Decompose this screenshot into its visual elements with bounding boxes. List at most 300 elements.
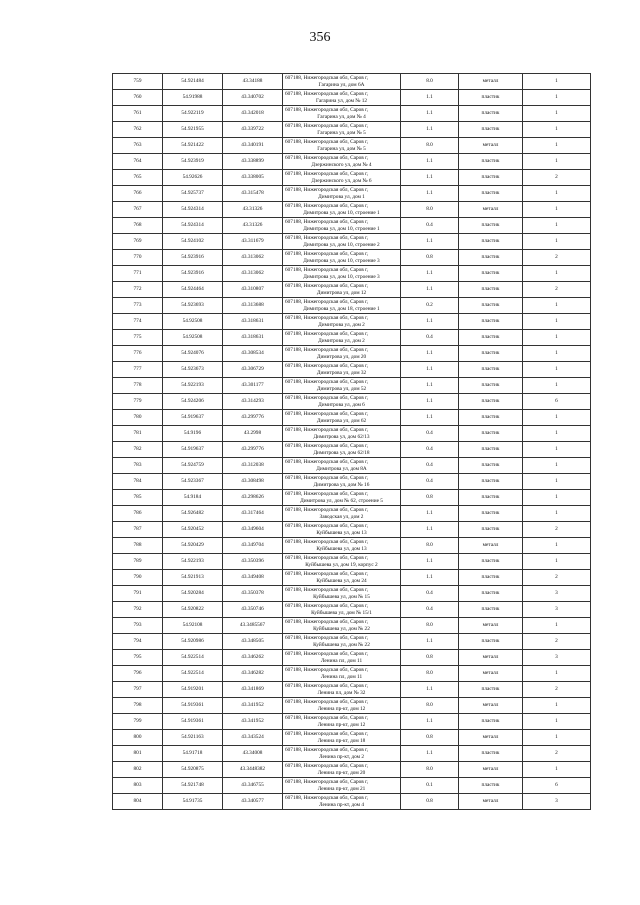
- row-number-cell: 769: [113, 234, 163, 250]
- table-row: [113, 250, 591, 266]
- volume-cell: 1.1: [401, 394, 459, 410]
- longitude-cell: 43.318631: [223, 314, 283, 330]
- address-line-2: Димитрова ул, дом 12: [316, 289, 367, 296]
- table-row: [113, 794, 591, 810]
- address-cell: [283, 234, 401, 250]
- volume-cell: 1.1: [401, 282, 459, 298]
- count-cell: 2: [523, 522, 591, 538]
- table-row: [113, 618, 591, 634]
- latitude-cell: 54.924759: [163, 458, 223, 474]
- address-cell: [283, 698, 401, 714]
- volume-cell: 1.1: [401, 186, 459, 202]
- longitude-cell: 43.313062: [223, 250, 283, 266]
- longitude-cell: 43.318631: [223, 330, 283, 346]
- longitude-cell: 43.350746: [223, 602, 283, 618]
- address-cell: [283, 138, 401, 154]
- longitude-cell: 43.346282: [223, 666, 283, 682]
- row-number-cell: 786: [113, 506, 163, 522]
- address-line-1: 607188, Нижегородская обл, Саров г,: [285, 330, 369, 337]
- address-line-2: Куйбышева ул, дом 13: [316, 545, 367, 552]
- longitude-cell: 43.340577: [223, 794, 283, 810]
- count-cell: 6: [523, 778, 591, 794]
- table-row: [113, 346, 591, 362]
- volume-cell: 1.1: [401, 570, 459, 586]
- material-cell: металл: [459, 730, 523, 746]
- table-row: [113, 634, 591, 650]
- latitude-cell: 54.920822: [163, 602, 223, 618]
- row-number-cell: 759: [113, 74, 163, 90]
- address-cell: [283, 314, 401, 330]
- material-cell: пластик: [459, 778, 523, 794]
- row-number-cell: 802: [113, 762, 163, 778]
- address-cell: [283, 458, 401, 474]
- count-cell: 1: [523, 202, 591, 218]
- row-number-cell: 760: [113, 90, 163, 106]
- address-cell: [283, 106, 401, 122]
- material-cell: пластик: [459, 266, 523, 282]
- address-cell: [283, 666, 401, 682]
- longitude-cell: 43.342018: [223, 106, 283, 122]
- count-cell: 1: [523, 266, 591, 282]
- count-cell: 1: [523, 458, 591, 474]
- row-number-cell: 798: [113, 698, 163, 714]
- volume-cell: 1.1: [401, 90, 459, 106]
- material-cell: пластик: [459, 426, 523, 442]
- address-cell: [283, 506, 401, 522]
- table-row: [113, 586, 591, 602]
- row-number-cell: 783: [113, 458, 163, 474]
- latitude-cell: 54.921913: [163, 570, 223, 586]
- address-line-2: Гагарина ул, дом 6А: [318, 81, 365, 88]
- address-line-2: Дзержинского ул, дом № 6: [311, 177, 372, 184]
- address-line-2: Куйбышева ул, дом № 15: [313, 593, 370, 600]
- count-cell: 1: [523, 666, 591, 682]
- address-cell: [283, 74, 401, 90]
- latitude-cell: 54.922514: [163, 650, 223, 666]
- row-number-cell: 795: [113, 650, 163, 666]
- longitude-cell: 43.349408: [223, 570, 283, 586]
- row-number-cell: 770: [113, 250, 163, 266]
- table-row: [113, 314, 591, 330]
- latitude-cell: 54.923367: [163, 474, 223, 490]
- latitude-cell: 54.922514: [163, 666, 223, 682]
- count-cell: 2: [523, 746, 591, 762]
- latitude-cell: 54.91735: [163, 794, 223, 810]
- address-line-2: Гагарина ул, дом № 5: [317, 129, 366, 136]
- volume-cell: 0.4: [401, 218, 459, 234]
- material-cell: пластик: [459, 714, 523, 730]
- table-row: [113, 90, 591, 106]
- latitude-cell: 54.91718: [163, 746, 223, 762]
- volume-cell: 1.1: [401, 362, 459, 378]
- address-line-2: Ленина пр-кт, дом 12: [317, 721, 366, 728]
- volume-cell: 1.1: [401, 554, 459, 570]
- address-line-2: Ленина пл, дом 11: [320, 673, 363, 680]
- table-row: [113, 602, 591, 618]
- material-cell: металл: [459, 762, 523, 778]
- table-row: [113, 154, 591, 170]
- address-cell: [283, 154, 401, 170]
- address-line-1: 607188, Нижегородская обл, Саров г,: [285, 778, 369, 785]
- latitude-cell: 54.923916: [163, 250, 223, 266]
- address-line-2: Димитрова ул, дом № 62, строение 5: [300, 497, 383, 504]
- address-line-1: 607188, Нижегородская обл, Саров г,: [285, 346, 369, 353]
- address-line-1: 607188, Нижегородская обл, Саров г,: [285, 682, 369, 689]
- material-cell: пластик: [459, 490, 523, 506]
- material-cell: пластик: [459, 682, 523, 698]
- table-row: [113, 122, 591, 138]
- latitude-cell: 54.9184: [163, 490, 223, 506]
- count-cell: 1: [523, 426, 591, 442]
- address-cell: [283, 298, 401, 314]
- address-line-1: 607188, Нижегородская обл, Саров г,: [285, 698, 369, 705]
- longitude-cell: 43.315478: [223, 186, 283, 202]
- address-line-1: 607188, Нижегородская обл, Саров г,: [285, 394, 369, 401]
- address-cell: [283, 602, 401, 618]
- latitude-cell: 54.926482: [163, 506, 223, 522]
- latitude-cell: 54.919637: [163, 410, 223, 426]
- address-line-2: Димитрова ул, дом 62/18: [313, 449, 370, 456]
- volume-cell: 0.4: [401, 586, 459, 602]
- table-row: [113, 410, 591, 426]
- table-row: [113, 522, 591, 538]
- material-cell: металл: [459, 538, 523, 554]
- volume-cell: 1.1: [401, 746, 459, 762]
- count-cell: 1: [523, 154, 591, 170]
- material-cell: металл: [459, 138, 523, 154]
- volume-cell: 1.1: [401, 634, 459, 650]
- table-row: [113, 394, 591, 410]
- row-number-cell: 797: [113, 682, 163, 698]
- address-line-2: Заводская ул, дом 2: [319, 513, 364, 520]
- longitude-cell: 43.341952: [223, 714, 283, 730]
- row-number-cell: 771: [113, 266, 163, 282]
- address-line-2: Димитрова ул, дом 2: [318, 337, 365, 344]
- material-cell: пластик: [459, 298, 523, 314]
- address-line-2: Ленина пл, дом № 32: [317, 689, 366, 696]
- count-cell: 1: [523, 378, 591, 394]
- address-line-1: 607188, Нижегородская обл, Саров г,: [285, 746, 369, 753]
- address-cell: [283, 522, 401, 538]
- row-number-cell: 775: [113, 330, 163, 346]
- volume-cell: 8.0: [401, 138, 459, 154]
- table-row: [113, 762, 591, 778]
- table-row: [113, 650, 591, 666]
- address-line-1: 607188, Нижегородская обл, Саров г,: [285, 378, 369, 385]
- table-row: [113, 730, 591, 746]
- table-row: [113, 202, 591, 218]
- table-row: [113, 442, 591, 458]
- address-line-2: Ленина пл, дом 11: [320, 657, 363, 664]
- volume-cell: 1.1: [401, 234, 459, 250]
- address-cell: [283, 346, 401, 362]
- volume-cell: 0.4: [401, 602, 459, 618]
- address-line-2: Куйбышева ул, дом № 22: [313, 625, 370, 632]
- row-number-cell: 763: [113, 138, 163, 154]
- volume-cell: 0.8: [401, 730, 459, 746]
- latitude-cell: 54.919637: [163, 442, 223, 458]
- address-line-1: 607188, Нижегородская обл, Саров г,: [285, 218, 369, 225]
- count-cell: 3: [523, 586, 591, 602]
- table-row: [113, 330, 591, 346]
- material-cell: пластик: [459, 442, 523, 458]
- container-sites-table: [112, 73, 591, 810]
- row-number-cell: 768: [113, 218, 163, 234]
- address-cell: [283, 570, 401, 586]
- row-number-cell: 789: [113, 554, 163, 570]
- longitude-cell: 43.301177: [223, 378, 283, 394]
- material-cell: пластик: [459, 314, 523, 330]
- count-cell: 1: [523, 538, 591, 554]
- count-cell: 1: [523, 298, 591, 314]
- address-line-2: Димитрова ул, дом 6: [318, 401, 365, 408]
- address-line-1: 607188, Нижегородская обл, Саров г,: [285, 410, 369, 417]
- volume-cell: 8.0: [401, 666, 459, 682]
- row-number-cell: 778: [113, 378, 163, 394]
- material-cell: пластик: [459, 154, 523, 170]
- row-number-cell: 788: [113, 538, 163, 554]
- longitude-cell: 43.349704: [223, 538, 283, 554]
- volume-cell: 1.1: [401, 378, 459, 394]
- address-line-1: 607188, Нижегородская обл, Саров г,: [285, 74, 369, 81]
- latitude-cell: 54.922119: [163, 106, 223, 122]
- longitude-cell: 43.298626: [223, 490, 283, 506]
- table-row: [113, 746, 591, 762]
- address-cell: [283, 650, 401, 666]
- address-line-1: 607188, Нижегородская обл, Саров г,: [285, 570, 369, 577]
- address-cell: [283, 282, 401, 298]
- address-cell: [283, 170, 401, 186]
- longitude-cell: 43.340702: [223, 90, 283, 106]
- row-number-cell: 777: [113, 362, 163, 378]
- latitude-cell: 54.919201: [163, 682, 223, 698]
- address-cell: [283, 474, 401, 490]
- address-cell: [283, 202, 401, 218]
- count-cell: 1: [523, 314, 591, 330]
- address-cell: [283, 746, 401, 762]
- volume-cell: 8.0: [401, 698, 459, 714]
- address-line-1: 607188, Нижегородская обл, Саров г,: [285, 618, 369, 625]
- row-number-cell: 801: [113, 746, 163, 762]
- address-line-2: Ленина пр-кт, дом 2: [319, 753, 364, 760]
- address-line-1: 607188, Нижегородская обл, Саров г,: [285, 522, 369, 529]
- material-cell: металл: [459, 666, 523, 682]
- row-number-cell: 774: [113, 314, 163, 330]
- volume-cell: 8.0: [401, 74, 459, 90]
- row-number-cell: 784: [113, 474, 163, 490]
- material-cell: пластик: [459, 346, 523, 362]
- table-row: [113, 554, 591, 570]
- table-row: [113, 698, 591, 714]
- address-line-1: 607188, Нижегородская обл, Саров г,: [285, 490, 369, 497]
- table-row: [113, 458, 591, 474]
- address-line-2: Димитрова ул, дом 10, строение 2: [303, 241, 380, 248]
- volume-cell: 1.1: [401, 522, 459, 538]
- volume-cell: 1.1: [401, 266, 459, 282]
- material-cell: пластик: [459, 90, 523, 106]
- row-number-cell: 791: [113, 586, 163, 602]
- address-line-1: 607188, Нижегородская обл, Саров г,: [285, 154, 369, 161]
- row-number-cell: 781: [113, 426, 163, 442]
- row-number-cell: 800: [113, 730, 163, 746]
- address-line-1: 607188, Нижегородская обл, Саров г,: [285, 282, 369, 289]
- address-line-2: Куйбышева ул, дом 19, корпус 2: [305, 561, 378, 568]
- address-line-2: Димитрова ул, дом 10, строение 3: [303, 273, 380, 280]
- address-cell: [283, 122, 401, 138]
- address-line-1: 607188, Нижегородская обл, Саров г,: [285, 634, 369, 641]
- address-line-2: Гагарина ул, дом № 12: [315, 97, 368, 104]
- volume-cell: 1.1: [401, 122, 459, 138]
- address-cell: [283, 186, 401, 202]
- longitude-cell: 43.311679: [223, 234, 283, 250]
- table-body: [113, 74, 591, 810]
- address-line-1: 607188, Нижегородская обл, Саров г,: [285, 298, 369, 305]
- address-cell: [283, 394, 401, 410]
- volume-cell: 1.1: [401, 682, 459, 698]
- longitude-cell: 43.308498: [223, 474, 283, 490]
- material-cell: пластик: [459, 170, 523, 186]
- table-row: [113, 506, 591, 522]
- table-row: [113, 538, 591, 554]
- address-line-2: Дзержинского ул, дом № 4: [311, 161, 372, 168]
- count-cell: 2: [523, 682, 591, 698]
- address-line-2: Ленина пр-кт, дом 12: [317, 705, 366, 712]
- row-number-cell: 792: [113, 602, 163, 618]
- address-line-2: Ленина пр-кт, дом 18: [317, 737, 366, 744]
- volume-cell: 8.0: [401, 762, 459, 778]
- address-cell: [283, 218, 401, 234]
- count-cell: 2: [523, 170, 591, 186]
- count-cell: 1: [523, 490, 591, 506]
- volume-cell: 0.8: [401, 794, 459, 810]
- row-number-cell: 765: [113, 170, 163, 186]
- longitude-cell: 43.343524: [223, 730, 283, 746]
- count-cell: 1: [523, 234, 591, 250]
- longitude-cell: 43.31326: [223, 218, 283, 234]
- address-line-2: Димитрова ул, дом 8А: [316, 465, 367, 472]
- address-line-1: 607188, Нижегородская обл, Саров г,: [285, 234, 369, 241]
- row-number-cell: 803: [113, 778, 163, 794]
- count-cell: 3: [523, 650, 591, 666]
- volume-cell: 0.4: [401, 474, 459, 490]
- count-cell: 1: [523, 186, 591, 202]
- longitude-cell: 43.31326: [223, 202, 283, 218]
- material-cell: пластик: [459, 410, 523, 426]
- address-line-2: Ленина пр-кт, дом 20: [317, 769, 366, 776]
- address-cell: [283, 634, 401, 650]
- table-row: [113, 138, 591, 154]
- address-line-1: 607188, Нижегородская обл, Саров г,: [285, 554, 369, 561]
- address-cell: [283, 586, 401, 602]
- row-number-cell: 780: [113, 410, 163, 426]
- latitude-cell: 54.92508: [163, 330, 223, 346]
- material-cell: пластик: [459, 602, 523, 618]
- latitude-cell: 54.924314: [163, 202, 223, 218]
- count-cell: 1: [523, 74, 591, 90]
- count-cell: 2: [523, 282, 591, 298]
- longitude-cell: 43.313062: [223, 266, 283, 282]
- volume-cell: 1.1: [401, 170, 459, 186]
- table-row: [113, 490, 591, 506]
- latitude-cell: 54.919361: [163, 714, 223, 730]
- address-line-1: 607188, Нижегородская обл, Саров г,: [285, 442, 369, 449]
- address-line-1: 607188, Нижегородская обл, Саров г,: [285, 666, 369, 673]
- address-line-2: Димитрова ул, дом 62/13: [313, 433, 370, 440]
- volume-cell: 0.4: [401, 442, 459, 458]
- table-row: [113, 74, 591, 90]
- address-line-2: Димитрова ул, дом 52: [316, 385, 367, 392]
- count-cell: 6: [523, 394, 591, 410]
- count-cell: 1: [523, 362, 591, 378]
- latitude-cell: 54.920429: [163, 538, 223, 554]
- material-cell: пластик: [459, 218, 523, 234]
- count-cell: 1: [523, 138, 591, 154]
- row-number-cell: 793: [113, 618, 163, 634]
- material-cell: металл: [459, 650, 523, 666]
- count-cell: 2: [523, 250, 591, 266]
- latitude-cell: 54.923916: [163, 266, 223, 282]
- count-cell: 1: [523, 346, 591, 362]
- table-row: [113, 682, 591, 698]
- volume-cell: 0.8: [401, 250, 459, 266]
- count-cell: 1: [523, 90, 591, 106]
- longitude-cell: 43.312038: [223, 458, 283, 474]
- address-line-1: 607188, Нижегородская обл, Саров г,: [285, 762, 369, 769]
- row-number-cell: 790: [113, 570, 163, 586]
- row-number-cell: 799: [113, 714, 163, 730]
- longitude-cell: 43.308534: [223, 346, 283, 362]
- table-row: [113, 234, 591, 250]
- address-cell: [283, 794, 401, 810]
- address-line-1: 607188, Нижегородская обл, Саров г,: [285, 106, 369, 113]
- volume-cell: 1.1: [401, 154, 459, 170]
- address-cell: [283, 330, 401, 346]
- longitude-cell: 43.346755: [223, 778, 283, 794]
- material-cell: пластик: [459, 522, 523, 538]
- table-row: [113, 266, 591, 282]
- material-cell: металл: [459, 202, 523, 218]
- table-row: [113, 282, 591, 298]
- material-cell: пластик: [459, 330, 523, 346]
- longitude-cell: 43.341869: [223, 682, 283, 698]
- row-number-cell: 785: [113, 490, 163, 506]
- row-number-cell: 762: [113, 122, 163, 138]
- address-line-2: Гагарина ул, дом № 4: [317, 113, 366, 120]
- material-cell: пластик: [459, 570, 523, 586]
- longitude-cell: 43.299776: [223, 442, 283, 458]
- count-cell: 2: [523, 634, 591, 650]
- address-cell: [283, 762, 401, 778]
- count-cell: 1: [523, 618, 591, 634]
- count-cell: 1: [523, 218, 591, 234]
- material-cell: пластик: [459, 362, 523, 378]
- address-line-2: Куйбышева ул, дом № 22: [313, 641, 370, 648]
- address-line-2: Димитрова ул, дом 32: [316, 369, 367, 376]
- count-cell: 1: [523, 410, 591, 426]
- longitude-cell: 43.306729: [223, 362, 283, 378]
- material-cell: металл: [459, 794, 523, 810]
- latitude-cell: 54.92626: [163, 170, 223, 186]
- address-line-2: Димитрова ул, дом 62: [316, 417, 367, 424]
- address-cell: [283, 682, 401, 698]
- address-line-1: 607188, Нижегородская обл, Саров г,: [285, 186, 369, 193]
- address-cell: [283, 442, 401, 458]
- latitude-cell: 54.924206: [163, 394, 223, 410]
- longitude-cell: 43.348505: [223, 634, 283, 650]
- latitude-cell: 54.920452: [163, 522, 223, 538]
- material-cell: пластик: [459, 554, 523, 570]
- latitude-cell: 54.923673: [163, 362, 223, 378]
